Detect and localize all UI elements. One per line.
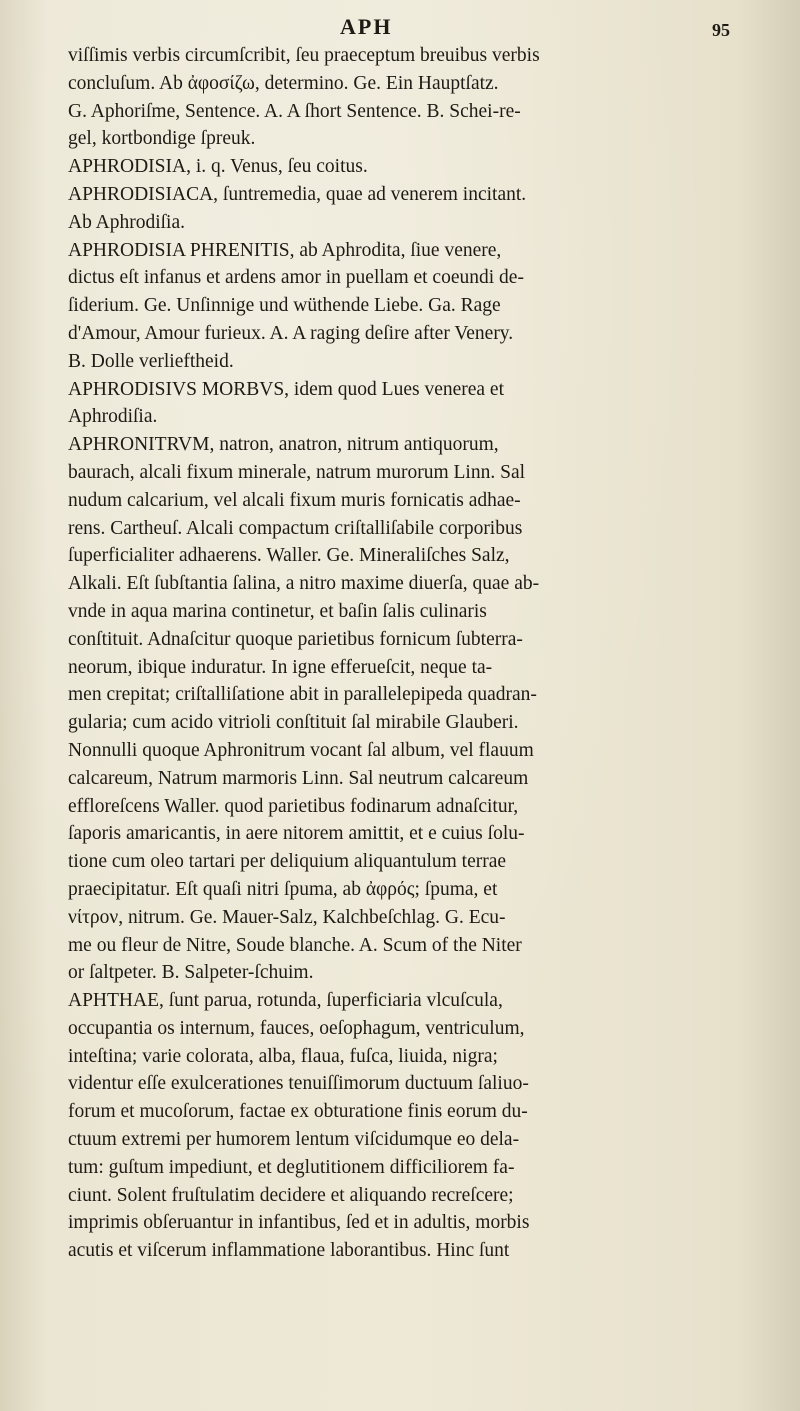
text-line: tione cum oleo tartari per deliquium aliquantulum terrae [68, 851, 507, 873]
text-line: ſuperficialiter adhaerens. Waller. Ge. Mineraliſches Salz, [68, 545, 510, 567]
text-line: tum: guſtum impediunt, et deglutitionem difficiliorem fa- [68, 1156, 515, 1178]
text-line: calcareum, Natrum marmoris Linn. Sal neutrum calcareum [68, 767, 529, 789]
text-line: neorum, ibique induratur. In igne efferueſcit, neque ta- [68, 656, 493, 678]
text-line: Nonnulli quoque Aphronitrum vocant ſal album, vel flauum [68, 739, 534, 761]
text-line: d'Amour, Amour furieux. A. A raging deſire after Venery. [68, 322, 514, 344]
text-line: baurach, alcali fixum minerale, natrum murorum Linn. Sal [68, 461, 526, 483]
text-line: ſiderium. Ge. Unſinnige und wüthende Liebe. Ga. Rage [68, 295, 501, 317]
page-number: 95 [712, 20, 730, 40]
text-line: APHTHAE, ſunt parua, rotunda, ſuperficiaria vlcuſcula, [68, 990, 503, 1012]
text-line: dictus eſt infanus et ardens amor in puellam et coeundi de- [68, 267, 524, 289]
text-line: APHRODISIA PHRENITIS, ab Aphrodita, ſiue venere, [68, 239, 502, 261]
text-line: B. Dolle verliefthеid. [68, 350, 234, 372]
text-line: concluſum. Ab ἀφοσίζω, determino. Ge. Ein Hauptſatz. [68, 72, 499, 94]
text-line: APHRONITRVM, natron, anatron, nitrum antiquorum, [68, 434, 499, 456]
running-head: APH [340, 14, 393, 39]
text-line: G. Aphoriſme, Sentence. A. A ſhort Sentence. B. Schei-re- [68, 100, 521, 122]
text-line: APHRODISIVS MORBVS, idem quod Lues venerea et [68, 378, 505, 400]
text-line: νίτρον, nitrum. Ge. Mauer-Salz, Kalchbeſchlag. G. Ecu- [68, 906, 506, 928]
page-header [70, 8, 730, 44]
text-line: Ab Aphrodiſia. [68, 211, 185, 233]
text-line: APHRODISIA, i. q. Venus, ſeu coitus. [68, 156, 368, 178]
text-line: occupantia os internum, fauces, oeſophagum, ventriculum, [68, 1017, 525, 1039]
text-line: ciunt. Solent fruſtulatim decidere et aliquando recreſcere; [68, 1184, 514, 1206]
text-line: rens. Cartheuſ. Alcali compactum criſtalliſabile corporibus [68, 517, 523, 539]
text-line: efflоreſcens Waller. quod parietibus fodinarum adnaſcitur, [68, 795, 519, 817]
text-line: APHRODISIACA, ſuntremedia, quae ad venerem incitant. [68, 183, 527, 205]
text-line: men crepitat; criſtalliſatione abit in parallelepipeda quadran- [68, 684, 537, 706]
text-line: inteſtina; varie colorata, alba, flaua, fuſca, liuida, nigra; [68, 1045, 498, 1067]
text-line: forum et mucoſorum, factae ex obturatione finis eorum du- [68, 1101, 528, 1123]
text-line: imprimis obſeruantur in infantibus, ſed et in adultis, morbis [68, 1212, 530, 1234]
text-line: conſtituit. Adnaſcitur quoque parietibus fornicum ſubterra- [68, 628, 523, 650]
text-line: videntur eſſe exulcerationes tenuiſſimorum ductuum ſaliuo- [68, 1073, 529, 1095]
text-line: me ou fleur de Nitre, Soude blanche. A. Scum of the Niter [68, 934, 522, 956]
text-line: or ſaltpeter. B. Salpeter-ſchuim. [68, 962, 314, 984]
text-line: gel, kortbondige ſpreuk. [68, 128, 256, 150]
text-line: viſſimis verbis circumſcribit, ſeu praeceptum breuibus verbis [68, 45, 540, 66]
text-line: ctuum extremi per humorem lentum viſcidumque eo dela- [68, 1129, 520, 1151]
body-text [68, 42, 732, 1265]
text-line: acutis et viſcerum inflammatione laborantibus. Hinc ſunt [68, 1240, 510, 1262]
text-line: ſaporis amaricantis, in aere nitorem amittit, et e cuius ſolu- [68, 823, 525, 845]
text-line: Alkali. Eſt ſubſtantia ſalina, a nitro maxime diuerſa, quae ab- [68, 573, 540, 595]
text-line: vnde in aqua marina continetur, et baſin ſalis culinaris [68, 600, 487, 622]
text-line: Aphrodiſia. [68, 406, 158, 428]
text-line: praecipitatur. Eſt quaſi nitri ſpuma, ab ἀφρός; ſpuma, et [68, 878, 498, 900]
text-line: nudum calcarium, vel alcali fixum muris fornicatis adhae- [68, 489, 521, 511]
text-line: gularia; cum acido vitrioli conſtituit ſal mirabile Glauberi. [68, 712, 519, 734]
